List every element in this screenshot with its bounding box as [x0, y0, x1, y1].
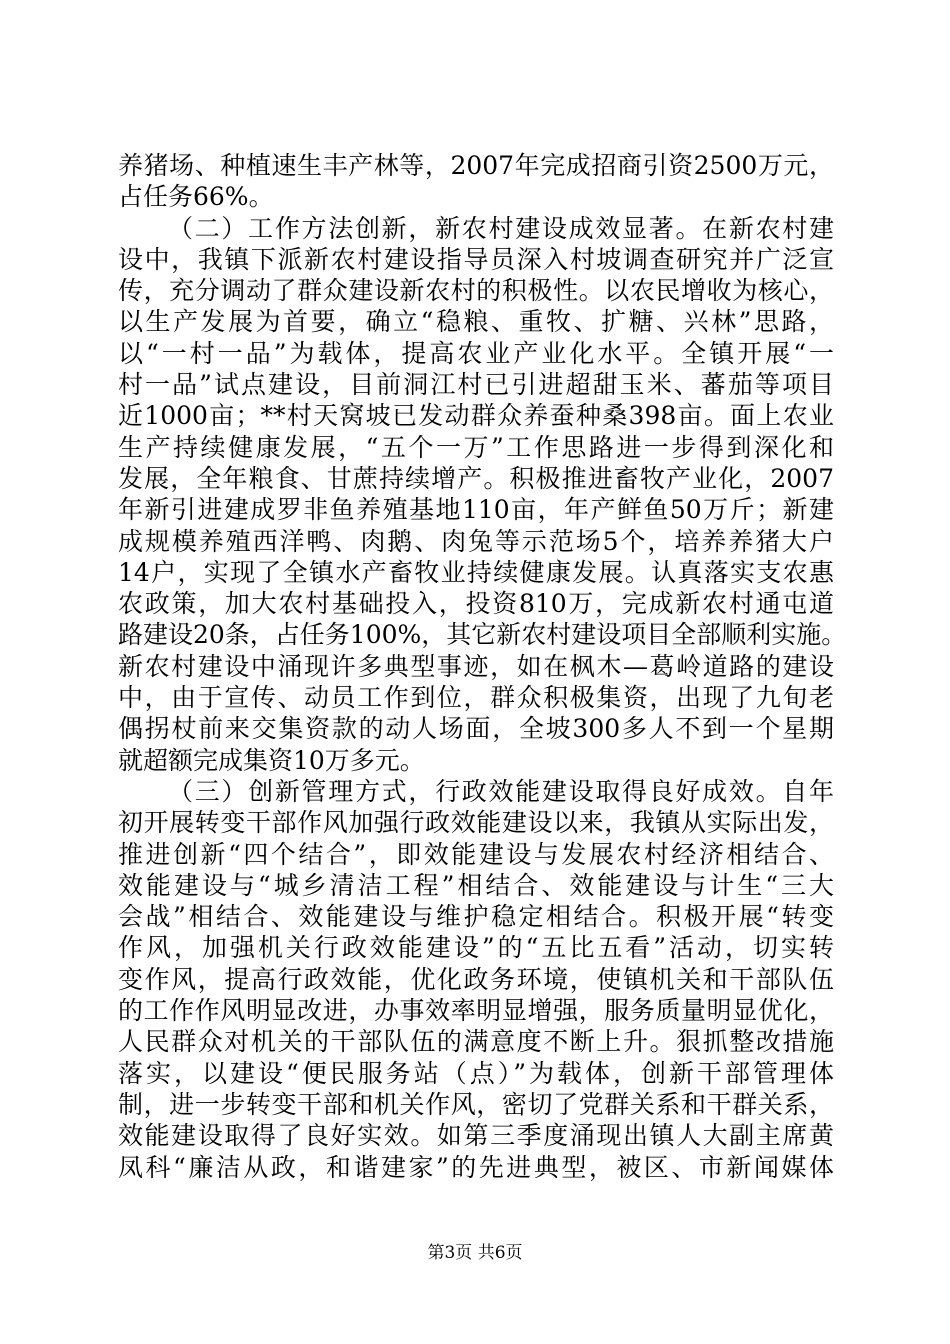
text-line: 的工作作风明显改进，办事效率明显增强，服务质量明显优化，	[118, 996, 834, 1026]
text-line: 传，充分调动了群众建设新农村的积极性。以农民增收为核心，	[118, 276, 834, 306]
text-line: 效能建设与“城乡清洁工程”相结合、效能建设与计生“三大	[118, 870, 834, 900]
text-line: 养猪场、种植速生丰产林等，2007年完成招商引资2500万元，	[118, 151, 834, 180]
text-line: 村一品”试点建设，目前洞江村已引进超甜玉米、蕃茄等项目	[118, 370, 834, 400]
text-line: 以“一村一品”为载体，提高农业产业化水平。全镇开展“一	[118, 338, 834, 368]
text-line: 新农村建设中涌现许多典型事迹，如在枫木—葛岭道路的建设	[118, 651, 834, 681]
text-line: 落实，以建设“便民服务站（点）”为载体，创新干部管理体	[118, 1058, 834, 1088]
text-line: 效能建设取得了良好实效。如第三季度涌现出镇人大副主席黄	[118, 1121, 834, 1151]
text-line: 推进创新“四个结合”，即效能建设与发展农村经济相结合、	[118, 839, 834, 869]
paragraph	[118, 213, 847, 776]
text-line: 以生产发展为首要，确立“稳粮、重牧、扩糖、兴林”思路，	[118, 307, 834, 337]
page-number: 第3页 共6页	[427, 1243, 523, 1263]
text-line: 凤科“廉洁从政，和谐建家”的先进典型，被区、市新闻媒体	[118, 1152, 834, 1182]
text-line: 初开展转变干部作风加强行政效能建设以来，我镇从实际出发，	[118, 808, 834, 838]
text-line: 14户，实现了全镇水产畜牧业持续健康发展。认真落实支农惠	[118, 557, 834, 587]
page-footer	[0, 1242, 950, 1264]
text-line: 就超额完成集资10万多元。	[118, 745, 425, 775]
text-line: （二）工作方法创新，新农村建设成效显著。在新农村建	[168, 213, 834, 243]
text-line: 会战”相结合、效能建设与维护稳定相结合。积极开展“转变	[118, 902, 834, 932]
text-line: 成规模养殖西洋鸭、肉鹅、肉兔等示范场5个，培养养猪大户	[118, 526, 834, 556]
paragraph	[118, 776, 834, 1183]
text-line: 中，由于宣传、动员工作到位，群众积极集资，出现了九旬老	[118, 683, 834, 713]
text-line: 设中，我镇下派新农村建设指导员深入村坡调查研究并广泛宣	[118, 244, 834, 274]
text-line: 作风，加强机关行政效能建设”的“五比五看”活动，切实转	[118, 933, 834, 963]
text-line: 制，进一步转变干部和机关作风，密切了党群关系和干群关系，	[118, 1089, 834, 1119]
text-line: 发展，全年粮食、甘蔗持续增产。积极推进畜牧产业化，2007	[118, 463, 834, 493]
text-line: 近1000亩；**村天窝坡已发动群众养蚕种桑398亩。面上农业	[118, 401, 834, 431]
text-line: 变作风，提高行政效能，优化政务环境，使镇机关和干部队伍	[118, 964, 834, 994]
document-body	[118, 150, 847, 1183]
text-line: 偶拐杖前来交集资款的动人场面，全坡300多人不到一个星期	[118, 714, 834, 744]
text-line: 人民群众对机关的干部队伍的满意度不断上升。狠抓整改措施	[118, 1027, 834, 1057]
text-line: 路建设20条，占任务100%，其它新农村建设项目全部顺利实施。	[118, 620, 847, 650]
text-line: 农政策，加大农村基础投入，投资810万，完成新农村通屯道	[118, 589, 834, 619]
text-line: 占任务66%。	[118, 182, 274, 212]
text-line: 生产持续健康发展，“五个一万”工作思路进一步得到深化和	[118, 432, 834, 462]
text-line: （三）创新管理方式，行政效能建设取得良好成效。自年	[168, 776, 834, 806]
paragraph	[118, 150, 834, 213]
text-line: 年新引进建成罗非鱼养殖基地110亩，年产鲜鱼50万斤；新建	[118, 495, 834, 525]
